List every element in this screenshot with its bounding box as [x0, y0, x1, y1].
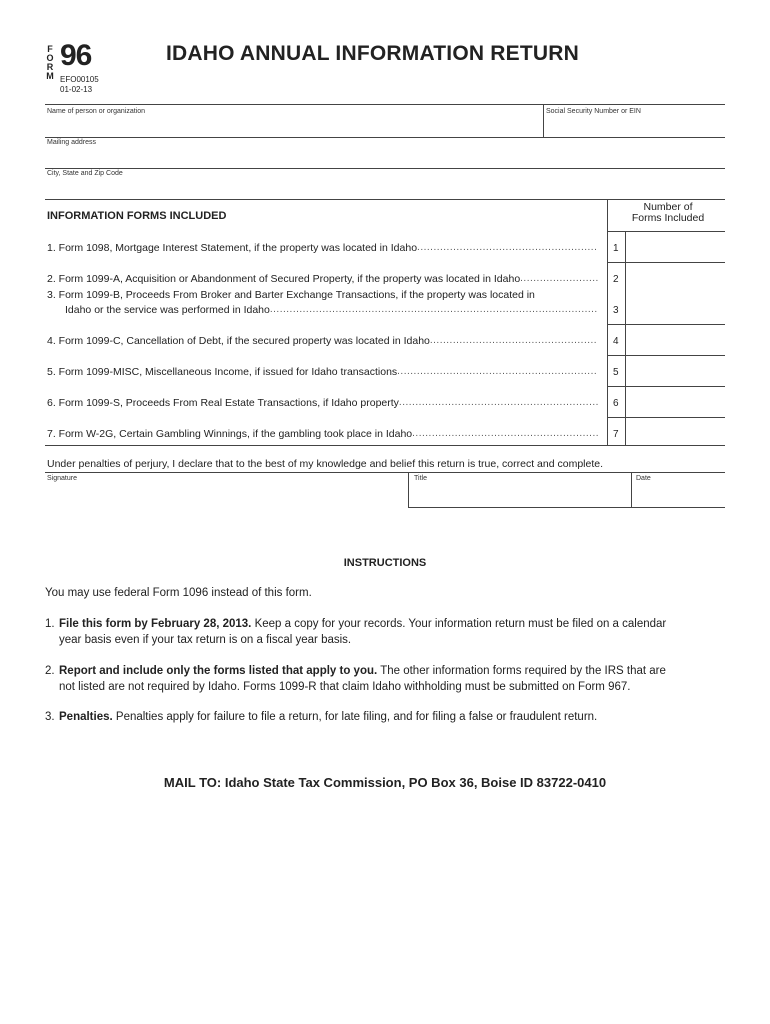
- form-label-vertical: [45, 45, 55, 81]
- divider: [45, 199, 725, 200]
- divider: [45, 137, 725, 138]
- form-letter: F: [47, 44, 53, 54]
- count-heading-line: Forms Included: [631, 212, 705, 224]
- count-field-1[interactable]: [626, 232, 724, 261]
- signature-label: Signature: [47, 475, 77, 482]
- count-field-6[interactable]: [626, 387, 724, 416]
- instructions-heading: INSTRUCTIONS: [343, 557, 427, 569]
- form-item-1099b: 3. Form 1099-B, Proceeds From Broker and Barter Exchange Transactions, if the property was located in: [47, 289, 535, 301]
- mailing-address-label: Mailing address: [47, 139, 97, 146]
- count-field-3[interactable]: [626, 294, 724, 323]
- form-code-id: EFO00105: [60, 75, 99, 84]
- date-label: Date: [636, 475, 651, 482]
- form-letter: R: [46, 62, 54, 72]
- instruction-item: 3. Penalties. Penalties apply for failure to file a return, for late filing, and for filing a false or fraudulent return.: [45, 711, 598, 723]
- form-item-1099b-cont: Idaho or the service was performed in Idaho .....: [65, 303, 598, 317]
- count-column-heading: [612, 202, 724, 224]
- line-number: 7: [613, 429, 619, 440]
- line-number: 2: [613, 274, 619, 285]
- form-item-1099s: 6. Form 1099-S, Proceeds From Real Estate Transactions, if Idaho property .....: [47, 396, 598, 410]
- form-number: 96: [60, 39, 92, 72]
- line-number: 6: [613, 398, 619, 409]
- divider: [607, 199, 608, 445]
- perjury-declaration: Under penalties of perjury, I declare that to the best of my knowledge and belief this return is true, correct and complete.: [47, 458, 604, 470]
- form-item-1099misc: 5. Form 1099-MISC, Miscellaneous Income, if issued for Idaho transactions .....: [47, 365, 598, 379]
- divider: [45, 445, 725, 446]
- form-letter: O: [46, 53, 54, 63]
- ssn-field-label: Social Security Number or EIN: [546, 108, 641, 115]
- line-number: 1: [613, 243, 619, 254]
- mailing-address-field[interactable]: [45, 149, 723, 167]
- mail-to-address: MAIL TO: Idaho State Tax Commission, PO Box 36, Boise ID 83722-0410: [163, 775, 607, 790]
- count-field-4[interactable]: [626, 325, 724, 354]
- instruction-item: 1. File this form by February 28, 2013. Keep a copy for your records. Your information return must be filed on a calendar year basis even if your tax return is on a fiscal year basis.: [45, 618, 667, 646]
- line-number: 5: [613, 367, 619, 378]
- form-code: [60, 75, 99, 95]
- instruction-item: 2. Report and include only the forms listed that apply to you. The other information forms required by the IRS that are not listed are not required by Idaho. Forms 1099-R that claim Idaho withholding must be submitted on Form 967.: [45, 665, 666, 693]
- count-field-7[interactable]: [626, 418, 724, 444]
- divider: [543, 104, 544, 137]
- form-item-1098: 1. Form 1098, Mortgage Interest Statement, if the property was located in Idaho .....: [47, 241, 598, 255]
- name-field[interactable]: [45, 118, 540, 136]
- city-state-zip-label: City, State and Zip Code: [47, 170, 123, 177]
- line-number: 4: [613, 336, 619, 347]
- signature-field[interactable]: [45, 484, 405, 506]
- name-field-label: Name of person or organization: [47, 108, 146, 115]
- form-letter: M: [46, 71, 54, 81]
- form-item-w2g: 7. Form W-2G, Certain Gambling Winnings, if the gambling took place in Idaho .....: [47, 427, 598, 441]
- form-item-1099c: 4. Form 1099-C, Cancellation of Debt, if the secured property was located in Idaho .....: [47, 334, 598, 348]
- ssn-field[interactable]: [546, 118, 724, 136]
- section-heading: INFORMATION FORMS INCLUDED: [47, 210, 227, 222]
- divider: [45, 472, 725, 473]
- count-field-5[interactable]: [626, 356, 724, 385]
- divider: [45, 104, 725, 105]
- city-state-zip-field[interactable]: [45, 180, 723, 198]
- title-field[interactable]: [410, 484, 628, 506]
- divider: [408, 507, 725, 508]
- divider: [631, 472, 632, 507]
- count-field-2[interactable]: [626, 263, 724, 292]
- date-field[interactable]: [633, 484, 723, 506]
- form-revision-date: 01-02-13: [60, 85, 93, 94]
- page-title: IDAHO ANNUAL INFORMATION RETURN: [166, 42, 579, 65]
- divider: [408, 472, 409, 507]
- divider: [45, 168, 725, 169]
- instructions-intro: You may use federal Form 1096 instead of this form.: [45, 587, 312, 599]
- line-number: 3: [613, 305, 619, 316]
- count-heading-line: Number of: [643, 201, 693, 213]
- title-label: Title: [414, 475, 427, 482]
- form-item-1099a: 2. Form 1099-A, Acquisition or Abandonment of Secured Property, if the property was located in Idaho .....: [47, 272, 598, 286]
